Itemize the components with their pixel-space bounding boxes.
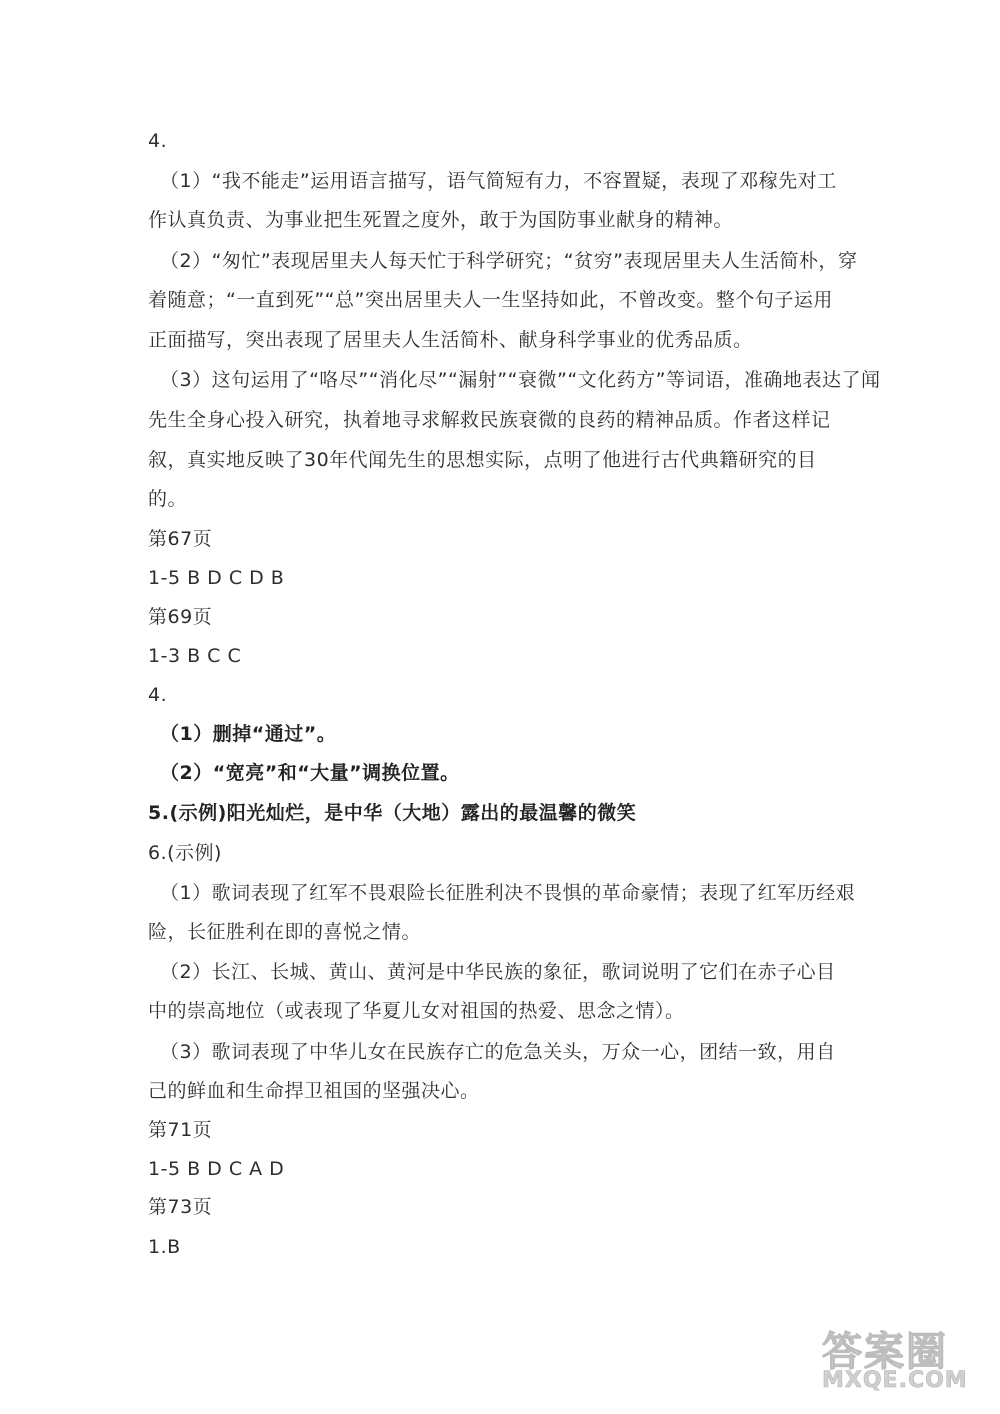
page-heading: 第71页 (148, 1119, 213, 1141)
answer-line: （1）删掉“通过”。 (160, 723, 337, 745)
answer-line: （2）“匆忙”表现居里夫人每天忙于科学研究；“贫穷”表现居里夫人生活简朴，穿 (160, 250, 858, 272)
question-number: 4. (148, 130, 168, 152)
answer-line: 己的鲜血和生命捍卫祖国的坚强决心。 (148, 1080, 480, 1102)
answer-line: 1-3 B C C (148, 645, 242, 667)
answer-line: 险，长征胜利在即的喜悦之情。 (148, 921, 422, 943)
answer-line: （3）这句运用了“咯尽”“消化尽”“漏射”“衰微”“文化药方”等词语，准确地表达了闻 (160, 369, 881, 391)
answer-line: （1）“我不能走”运用语言描写，语气简短有力，不容置疑，表现了邓稼先对工 (160, 170, 837, 192)
answer-line: 的。 (148, 488, 188, 510)
page-heading: 第69页 (148, 606, 213, 628)
answer-line: 1.B (148, 1236, 181, 1258)
answer-line: 先生全身心投入研究，执着地寻求解救民族衰微的良药的精神品质。作者这样记 (148, 409, 831, 431)
question-number: 4. (148, 684, 168, 706)
answer-line: 正面描写，突出表现了居里夫人生活简朴、献身科学事业的优秀品质。 (148, 329, 753, 351)
answer-line: （2）“宽亮”和“大量”调换位置。 (160, 762, 460, 784)
answer-line: （1）歌词表现了红军不畏艰险长征胜利决不畏惧的革命豪情；表现了红军历经艰 (160, 882, 856, 904)
answer-line: 中的崇高地位（或表现了华夏儿女对祖国的热爱、思念之情）。 (148, 1000, 685, 1022)
answer-line: 5.(示例)阳光灿烂，是中华（大地）露出的最温馨的微笑 (148, 802, 637, 824)
answer-line: 叙，真实地反映了30年代闻先生的思想实际，点明了他进行古代典籍研究的目 (148, 449, 817, 471)
answer-line: （2）长江、长城、黄山、黄河是中华民族的象征，歌词说明了它们在赤子心目 (160, 961, 836, 983)
watermark-url: MXQE.COM (822, 1368, 968, 1393)
answer-line: 作认真负责、为事业把生死置之度外，敢于为国防事业献身的精神。 (148, 209, 734, 231)
answer-line: 1-5 B D C D B (148, 567, 285, 589)
answer-line: 着随意；“一直到死”“总”突出居里夫人一生坚持如此，不曾改变。整个句子运用 (148, 289, 833, 311)
site-watermark (822, 1320, 982, 1400)
page-heading: 第73页 (148, 1196, 213, 1218)
question-number: 6.(示例) (148, 842, 222, 864)
watermark-logo-text: 答案圈 (822, 1328, 948, 1375)
page-heading: 第67页 (148, 528, 213, 550)
answer-line: （3）歌词表现了中华儿女在民族存亡的危急关头，万众一心，团结一致，用自 (160, 1041, 836, 1063)
answer-line: 1-5 B D C A D (148, 1158, 285, 1180)
